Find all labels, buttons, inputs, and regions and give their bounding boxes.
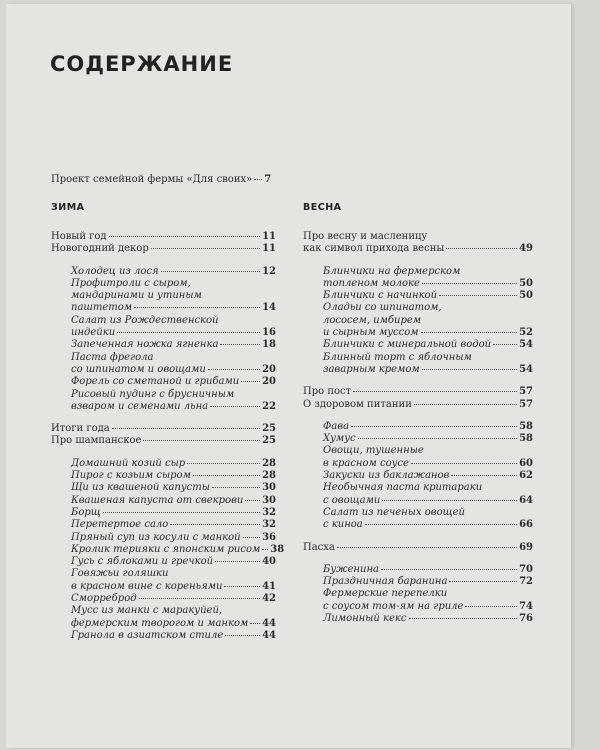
toc-entry[interactable]	[51, 243, 276, 255]
page-number: 28	[262, 457, 276, 469]
dot-leader	[112, 428, 260, 429]
dot-leader	[382, 500, 517, 501]
toc-entry-text: Новогодний декор	[51, 243, 149, 255]
toc-entry-text: Праздничная баранина	[323, 576, 448, 588]
toc-entry[interactable]	[303, 231, 533, 256]
toc-entry[interactable]	[303, 588, 533, 613]
toc-entry-text: лососем, имбирем	[323, 314, 422, 326]
dot-leader	[381, 569, 517, 570]
toc-entry-text: Блинчики с начинкой	[323, 290, 438, 302]
intro-entry	[51, 174, 271, 185]
toc-entry-text: Блинчики на фермерском	[323, 265, 461, 277]
page-number: 57	[519, 386, 533, 398]
toc-entry-text: Оладьи со шпинатом,	[323, 302, 442, 314]
dot-leader	[245, 500, 260, 501]
toc-entry[interactable]	[51, 543, 285, 556]
toc-entry[interactable]	[51, 278, 276, 315]
toc-entry-text: фермерским творогом и манком	[71, 617, 249, 629]
page-number: 40	[262, 556, 276, 568]
dot-leader	[414, 404, 517, 405]
toc-entry[interactable]	[303, 445, 533, 470]
toc-entry[interactable]	[303, 290, 533, 302]
dot-leader	[208, 369, 260, 370]
toc-entry-text: Пасха	[303, 541, 335, 553]
page-number: 20	[262, 376, 276, 388]
toc-group	[303, 542, 533, 554]
toc-entry-text: и сырным муссом	[323, 327, 419, 339]
toc-entry-text: О здоровом питании	[303, 398, 412, 410]
page-number: 22	[262, 400, 276, 412]
toc-entry-text: Лимонный кекс	[323, 613, 407, 625]
dot-leader	[409, 618, 518, 619]
toc-entry-text: Запеченная ножка ягненка	[71, 339, 219, 351]
toc-entry[interactable]	[51, 423, 276, 435]
dot-leader	[193, 475, 260, 476]
dot-leader	[170, 524, 260, 525]
dot-leader	[449, 581, 517, 582]
toc-entry-text: Рисовый пудинг с брусничным	[71, 388, 235, 400]
spring-column	[303, 202, 533, 635]
toc-entry-text: Про пост	[303, 386, 352, 398]
section-heading-spring: ВЕСНА	[303, 202, 342, 213]
dot-leader	[353, 391, 517, 392]
dot-leader	[411, 463, 517, 464]
page-number: 69	[519, 541, 533, 553]
toc-entry[interactable]	[51, 507, 276, 519]
dot-leader	[351, 426, 517, 427]
dot-leader	[439, 295, 517, 296]
toc-entry[interactable]	[51, 495, 276, 507]
toc-entry-text: Квашеная капуста от свекрови	[71, 494, 244, 506]
toc-entry-text: Блинный торт с яблочным	[323, 351, 472, 363]
toc-entry[interactable]	[303, 386, 533, 398]
toc-entry-text: в красном соусе	[323, 457, 409, 469]
page-number: 16	[262, 327, 276, 339]
toc-entry[interactable]	[51, 389, 276, 414]
page-number: 11	[262, 231, 276, 242]
toc-entry-text: Итоги года	[51, 423, 110, 435]
page-number: 14	[262, 302, 276, 314]
page-number: 38	[270, 543, 285, 555]
toc-entry[interactable]	[303, 482, 533, 507]
dot-leader	[465, 606, 517, 607]
toc-entry-text: Кролик терияки с японским рисом	[71, 543, 261, 555]
toc-entry-text: Гусь с яблоками и гречкой	[71, 556, 214, 568]
page-number: 57	[519, 398, 533, 410]
section-heading-winter: ЗИМА	[51, 202, 85, 213]
dot-leader	[262, 549, 268, 550]
toc-entry-text: Салат из Рождественской	[71, 314, 219, 326]
dot-leader	[161, 271, 260, 272]
toc-entry-text: с овощами	[323, 494, 381, 506]
toc-entry-text: мандаринами и утиным	[71, 290, 202, 302]
toc-group	[303, 564, 533, 625]
toc-entry[interactable]	[51, 315, 276, 340]
page-number: 50	[519, 290, 533, 302]
page-number: 64	[519, 494, 533, 506]
page-number: 66	[519, 519, 533, 531]
toc-group	[303, 266, 533, 377]
toc-entry-text: с соусом том-ям на гриле	[323, 600, 464, 612]
toc-entry[interactable]	[51, 593, 276, 605]
page-number: 72	[519, 576, 533, 588]
toc-entry[interactable]	[51, 519, 276, 531]
toc-entry-text: паштетом	[71, 302, 133, 314]
page-number: 30	[262, 482, 276, 494]
toc-entry-text: Про шампанское	[51, 435, 142, 447]
toc-entry[interactable]	[51, 532, 276, 544]
page-number: 76	[519, 613, 533, 625]
toc-entry[interactable]	[51, 435, 276, 447]
toc-entry-text: Домашний козий сыр	[71, 457, 186, 469]
toc-entry-text: Буженина	[323, 563, 380, 575]
page-number: 11	[262, 243, 276, 255]
dot-leader	[358, 438, 517, 439]
dot-leader	[422, 283, 517, 284]
toc-group	[303, 386, 533, 411]
toc-entry[interactable]	[51, 458, 276, 470]
toc-entry-text: в красном вине с кореньями	[71, 580, 223, 592]
toc-entry-text: с киноа	[323, 519, 363, 531]
toc-entry[interactable]	[303, 339, 533, 351]
toc-entry-text: Фава	[323, 420, 350, 432]
toc-entry-text: Форель со сметаной и грибами	[71, 376, 240, 388]
page-number: 58	[519, 420, 533, 432]
toc-entry-text: топленом молоке	[323, 277, 420, 289]
toc-entry[interactable]	[51, 376, 276, 388]
page-number: 60	[519, 457, 533, 469]
toc-entry[interactable]	[303, 302, 533, 339]
toc-group	[51, 231, 276, 256]
toc-entry-text: Гранола в азиатском стиле	[71, 629, 224, 641]
toc-group	[303, 421, 533, 532]
toc-entry[interactable]	[51, 352, 276, 377]
dot-leader	[451, 475, 517, 476]
dot-leader	[250, 623, 260, 624]
toc-group	[303, 231, 533, 256]
dot-leader	[210, 406, 260, 407]
toc-entry[interactable]	[51, 339, 276, 351]
toc-entry[interactable]	[303, 507, 533, 532]
page-number: 25	[262, 435, 276, 447]
toc-entry-text: Холодец из лося	[71, 265, 159, 277]
dot-leader	[241, 381, 260, 382]
toc-entry-text: индейки	[71, 327, 116, 339]
toc-entry-text: Пряный суп из косули с манкой	[71, 531, 241, 543]
toc-entry[interactable]	[51, 568, 276, 593]
dot-leader	[151, 248, 260, 249]
toc-entry[interactable]	[303, 266, 533, 291]
page-number: 20	[262, 363, 276, 375]
dot-leader	[446, 248, 517, 249]
dot-leader	[103, 512, 260, 513]
dot-leader	[134, 307, 260, 308]
page-number: 52	[519, 327, 533, 339]
page-number: 50	[519, 277, 533, 289]
toc-entry-text: взваром и семенами льна	[71, 400, 209, 412]
toc-entry[interactable]	[51, 605, 276, 630]
dot-leader	[220, 344, 260, 345]
toc-entry[interactable]	[303, 352, 533, 377]
dot-leader	[139, 598, 261, 599]
toc-entry-text: Мусс из манки с маракуйей,	[71, 605, 223, 617]
dot-leader	[212, 487, 260, 488]
toc-entry-text: Про весну и масленицу	[303, 231, 428, 242]
toc-entry-text: Щи из квашеной капусты	[71, 482, 210, 494]
dot-leader	[337, 547, 517, 548]
toc-entry-text: Говяжьи голяшки	[71, 568, 169, 580]
page-number: 58	[519, 433, 533, 445]
page-number: 28	[262, 470, 276, 482]
toc-entry-text: Закуски из баклажанов	[323, 470, 450, 482]
toc-entry[interactable]	[303, 421, 533, 433]
page-title: СОДЕРЖАНИЕ	[50, 52, 234, 76]
toc-entry[interactable]	[303, 470, 533, 482]
book-page	[6, 4, 571, 748]
toc-entry-text: Профитроли с сыром,	[71, 277, 191, 289]
page-number: 41	[262, 580, 276, 592]
page-number: 70	[519, 563, 533, 575]
dot-leader	[215, 561, 260, 562]
dot-leader	[422, 369, 517, 370]
toc-entry[interactable]	[51, 470, 276, 482]
dot-leader	[187, 463, 260, 464]
dot-leader	[243, 537, 260, 538]
toc-entry[interactable]	[303, 564, 533, 576]
toc-entry[interactable]	[303, 433, 533, 445]
intro-text: Проект семейной фермы «Для своих»	[51, 174, 253, 185]
winter-column	[51, 202, 285, 652]
toc-group	[51, 423, 276, 448]
toc-entry[interactable]	[51, 231, 276, 243]
toc-entry-text: Необычная паста критараки	[323, 482, 483, 494]
page-number: 30	[262, 494, 276, 506]
dot-leader	[225, 635, 260, 636]
page-number: 49	[519, 243, 533, 255]
toc-entry[interactable]	[51, 266, 276, 278]
dot-leader	[493, 344, 517, 345]
toc-entry-text: Новый год	[51, 231, 107, 242]
toc-entry-text: со шпинатом и овощами	[71, 363, 206, 375]
toc-group	[51, 457, 285, 642]
page-number: 32	[262, 506, 276, 518]
toc-entry-text: заварным кремом	[323, 363, 420, 375]
toc-entry-text: Блинчики с минеральной водой	[323, 339, 492, 351]
toc-entry[interactable]	[51, 482, 276, 494]
dot-leader	[143, 440, 260, 441]
page-number: 74	[519, 600, 533, 612]
dot-leader	[117, 332, 260, 333]
toc-group	[51, 266, 276, 414]
page-number: 54	[519, 339, 533, 351]
toc-entry-text: Сморреброд	[71, 593, 137, 605]
page-number: 12	[262, 265, 276, 277]
dot-leader	[109, 236, 260, 237]
page-number: 62	[519, 470, 533, 482]
toc-entry[interactable]	[303, 576, 533, 588]
page-number: 18	[262, 339, 276, 351]
page-number: 32	[262, 519, 276, 531]
toc-entry[interactable]	[303, 399, 533, 411]
page-number: 44	[262, 629, 276, 641]
toc-entry-text: Паста фрегола	[71, 351, 154, 363]
page-number: 54	[519, 363, 533, 375]
page-number: 42	[262, 593, 276, 605]
intro-page-number: 7	[264, 174, 272, 185]
dot-leader	[421, 332, 518, 333]
toc-entry-text: Хумус	[323, 433, 356, 445]
toc-entry-text: как символ прихода весны	[303, 243, 445, 255]
dot-leader	[224, 586, 260, 587]
page-number: 36	[262, 531, 276, 543]
dot-leader	[254, 179, 262, 180]
toc-entry[interactable]	[51, 556, 276, 568]
toc-entry-text: Пирог с козьим сыром	[71, 470, 191, 482]
toc-entry-text: Салат из печеных овощей	[323, 506, 465, 518]
toc-entry[interactable]	[303, 542, 533, 554]
toc-entry[interactable]	[303, 613, 533, 625]
toc-entry-text: Фермерские перепелки	[323, 588, 448, 600]
toc-entry-text: Перетертое сало	[71, 519, 169, 531]
page-number: 25	[262, 423, 276, 435]
dot-leader	[365, 524, 517, 525]
toc-entry[interactable]	[51, 630, 276, 642]
toc-entry-text: Овощи, тушенные	[323, 445, 424, 457]
page-number: 44	[262, 617, 276, 629]
toc-entry-text: Борщ	[71, 506, 101, 518]
